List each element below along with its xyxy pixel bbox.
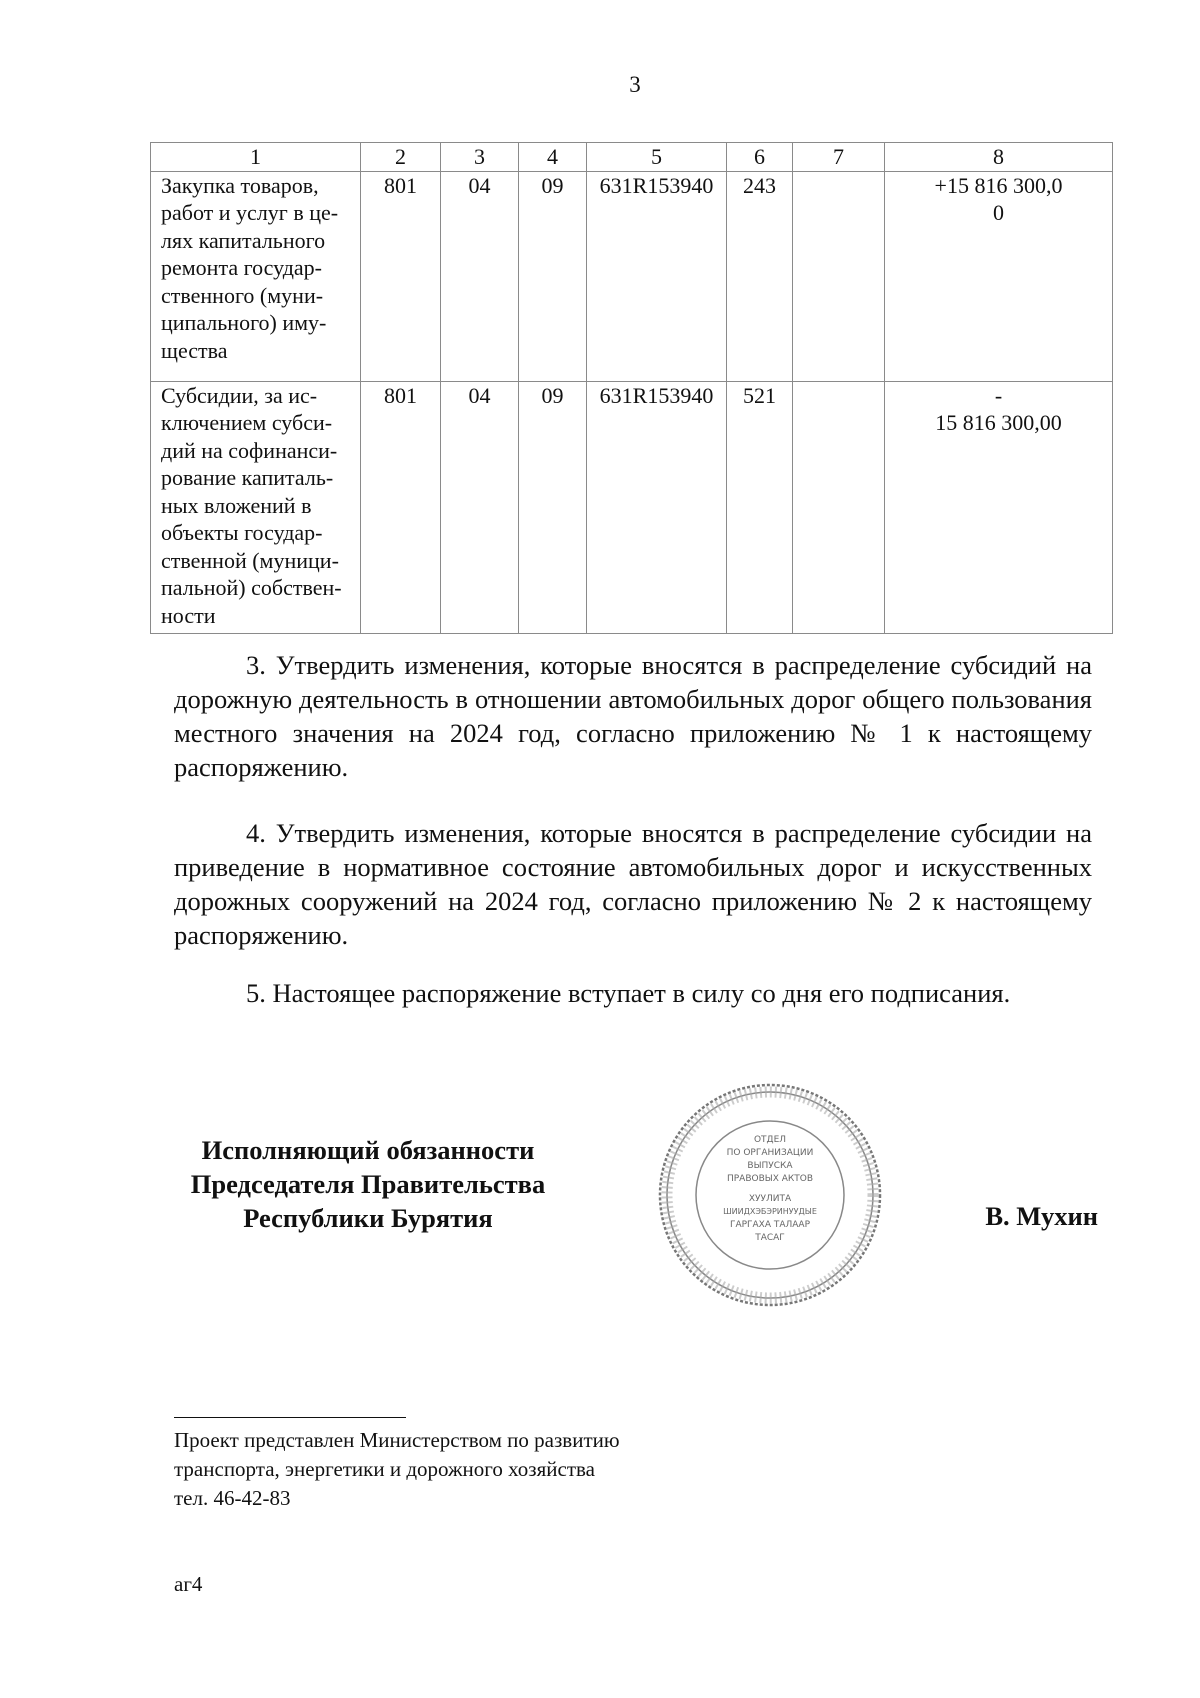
row-description-line: ных вложений в bbox=[161, 492, 312, 518]
row-description-line: объекты государ- bbox=[161, 520, 323, 545]
subsection-code-cell: 09 bbox=[519, 381, 587, 633]
row-description-line: лях капитального bbox=[161, 227, 326, 253]
table-row bbox=[151, 381, 1113, 633]
row-description-line: ственной (муници- bbox=[161, 547, 339, 573]
paragraph-5-text: 5. Настоящее распоряжение вступает в силу со дня его подписания. bbox=[246, 978, 1011, 1008]
stamp-text: ВЫПУСКА bbox=[747, 1161, 793, 1171]
row-description-line: пальной) собствен- bbox=[161, 575, 342, 600]
budget-changes-table bbox=[150, 142, 1113, 634]
signatory-title-line: Республики Бурятия bbox=[243, 1203, 493, 1233]
stamp-text: ШИИДХЭБЭРИНУУДЫЕ bbox=[723, 1207, 817, 1216]
stamp-text: ПРАВОВЫХ АКТОВ bbox=[726, 1174, 814, 1184]
row-description-cell bbox=[151, 171, 361, 381]
signatory-title bbox=[168, 1133, 568, 1235]
column-header: 2 bbox=[361, 143, 441, 172]
amount-cell bbox=[885, 381, 1113, 633]
row-description-line: ности bbox=[161, 602, 216, 628]
section-code-cell: 04 bbox=[441, 171, 519, 381]
column-header: 3 bbox=[441, 143, 519, 172]
row-description-line: ственного (муни- bbox=[161, 282, 324, 308]
paragraph-4-text: 4. Утвердить изменения, которые вносятся в распределение субсидии на приведение в нормативное состояние автомобильных дорог и искусственных дорожных сооружений на 2024 год, согласно приложению № 2 к настоящему распоряжению. bbox=[174, 818, 1092, 950]
footnote bbox=[174, 1426, 774, 1513]
amount-line: 0 bbox=[993, 200, 1004, 225]
stamp-text: ОТДЕЛ bbox=[753, 1135, 787, 1145]
column-header: 7 bbox=[793, 143, 885, 172]
column-header: 8 bbox=[885, 143, 1113, 172]
signatory-title-line: Исполняющий обязанности bbox=[201, 1135, 535, 1165]
table-row bbox=[151, 171, 1113, 381]
row-description-line: ключением субси- bbox=[161, 410, 333, 435]
subsection-code-cell: 09 bbox=[519, 171, 587, 381]
row-description-line: щества bbox=[161, 337, 228, 363]
row-description-line: Субсидии, за ис- bbox=[161, 382, 318, 408]
row-description-line: ципального) иму- bbox=[161, 310, 327, 335]
signatory-title-line: Председателя Правительства bbox=[190, 1169, 546, 1199]
column-header: 4 bbox=[519, 143, 587, 172]
row-description-line: дий на софинанси- bbox=[161, 437, 338, 463]
column-header: 1 bbox=[151, 143, 361, 172]
paragraph-3-text: 3. Утвердить изменения, которые вносятся в распределение субсидий на дорожную деятельность в отношении автомобильных дорог общего пользования местного значения на 2024 год, согласно приложению № 1 к настоящему распоряжению. bbox=[174, 650, 1092, 782]
amount-cell bbox=[885, 171, 1113, 381]
row-description-line: работ и услуг в це- bbox=[161, 200, 339, 225]
paragraph-5 bbox=[174, 976, 1092, 1010]
footnote-line: транспорта, энергетики и дорожного хозяйства bbox=[174, 1457, 595, 1481]
footnote-divider bbox=[174, 1417, 406, 1418]
empty-cell bbox=[793, 171, 885, 381]
column-header: 5 bbox=[587, 143, 727, 172]
column-header: 6 bbox=[727, 143, 793, 172]
expense-type-cell: 521 bbox=[727, 381, 793, 633]
stamp-text: ПО ОРГАНИЗАЦИИ bbox=[726, 1148, 814, 1158]
paragraph-4 bbox=[174, 816, 1092, 952]
page-number: 3 bbox=[629, 72, 641, 97]
target-article-cell: 631R153940 bbox=[587, 381, 727, 633]
footnote-line: тел. 46-42-83 bbox=[174, 1486, 291, 1510]
row-description-cell bbox=[151, 381, 361, 633]
row-description-line: рование капиталь- bbox=[161, 465, 334, 490]
ministry-code-cell: 801 bbox=[361, 171, 441, 381]
amount-line: +15 816 300,0 bbox=[934, 172, 1063, 198]
document-code: аг4 bbox=[174, 1572, 203, 1596]
signatory-name: В. Мухин bbox=[985, 1201, 1098, 1231]
paragraph-3 bbox=[174, 648, 1092, 784]
footnote-line: Проект представлен Министерством по развитию bbox=[174, 1428, 620, 1452]
stamp-text: ГАРГАХА ТАЛААР bbox=[729, 1220, 811, 1230]
ministry-code-cell: 801 bbox=[361, 381, 441, 633]
official-stamp bbox=[655, 1080, 885, 1310]
stamp-text: ХУУЛИТА bbox=[748, 1194, 792, 1204]
table-header-row bbox=[151, 143, 1113, 172]
amount-line: 15 816 300,00 bbox=[935, 410, 1062, 435]
row-description-line: ремонта государ- bbox=[161, 255, 323, 280]
expense-type-cell: 243 bbox=[727, 171, 793, 381]
stamp-text: ТАСАГ bbox=[755, 1233, 785, 1243]
empty-cell bbox=[793, 381, 885, 633]
amount-line: - bbox=[994, 382, 1003, 408]
target-article-cell: 631R153940 bbox=[587, 171, 727, 381]
section-code-cell: 04 bbox=[441, 381, 519, 633]
row-description-line: Закупка товаров, bbox=[161, 172, 319, 198]
